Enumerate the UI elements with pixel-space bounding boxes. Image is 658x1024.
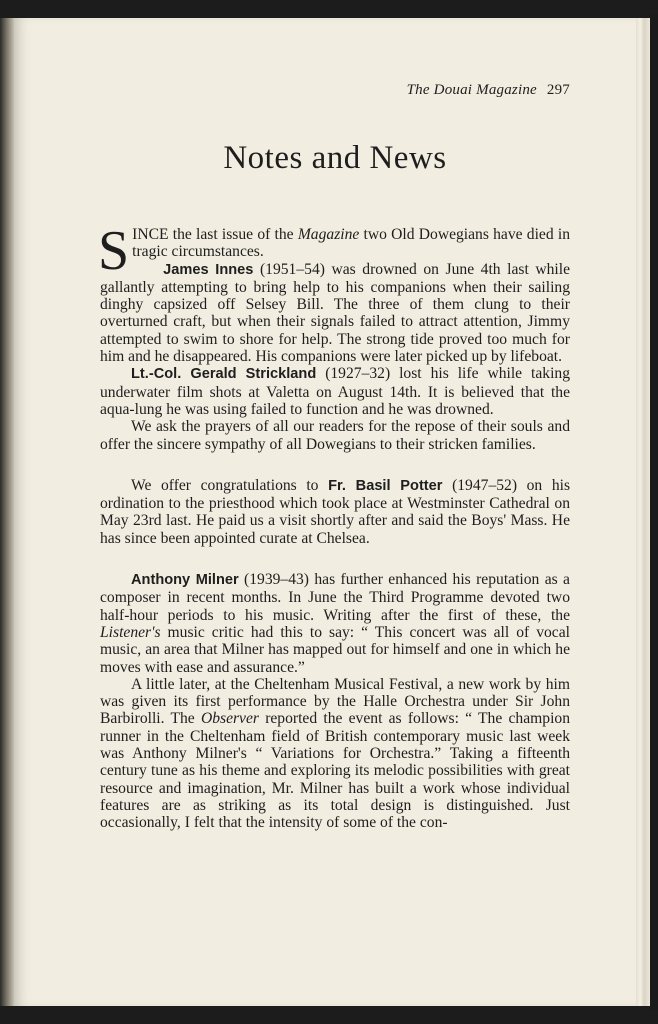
person-name: James Innes xyxy=(163,261,254,278)
magazine-name: The Douai Magazine xyxy=(406,82,537,98)
book-cover-edge xyxy=(650,14,658,1010)
paragraph-intro: SINCE the last issue of the Magazine two Old Dowegians have died in tragic circumstances. xyxy=(98,220,570,282)
page-edge xyxy=(636,18,650,1006)
paragraph-cheltenham: A little later, at the Cheltenham Musical Festival, a new work by him was given its first performance by the Halle Orchestra under Sir John Barbirolli. The Observer reported the event as follows: “ The champion runner in the Cheltenham field of British contemporary music last week was Anthony Milner's “ Variations for Orchestra.” Taking a fifteenth century tune as his theme and exploring its melodic possibilities with great resource and imagination, Mr. Milner has built a work whose individual features are as striking as its total design is distinguished. Just occasionally, I felt that the intensity of some of the con- xyxy=(100,675,570,832)
person-name: Lt.-Col. Gerald Strickland xyxy=(131,366,317,383)
paragraph-prayers: We ask the prayers of all our readers for the repose of their souls and offer the sincere sympathy of all Dowegians to their stricken families. xyxy=(100,418,570,453)
paragraph-milner: Anthony Milner (1939–43) has further enhanced his reputation as a composer in recent months. In June the Third Programme devoted two half-hour periods to his music. Writing after the first of these, the Listener's music critic had this to say: “ This concert was all of vocal music, an area that Milner has mapped out for himself and one in which he moves with ease and assurance.” xyxy=(100,571,570,676)
running-header xyxy=(100,82,570,99)
person-name: Fr. Basil Potter xyxy=(328,477,443,494)
paragraph-strickland: Lt.-Col. Gerald Strickland (1927–32) lost his life while taking underwater film shots at Valetta on August 14th. It is believed that the aqua-lung he was using failed to function and he was drowned. xyxy=(100,365,571,418)
person-name: Anthony Milner xyxy=(131,572,239,589)
article-body xyxy=(98,220,571,832)
page-number: 297 xyxy=(546,82,570,98)
paragraph-potter: We offer congratulations to Fr. Basil Potter (1947–52) on his ordination to the priesthood which took place at Westminster Cathedral on May 23rd last. He paid us a visit shortly after and said the Boys' Mass. He has since been appointed curate at Chelsea. xyxy=(100,476,571,547)
page-title: Notes and News xyxy=(223,140,447,176)
paragraph-innes: James Innes (1951–54) was drowned on June 4th last while gallantly attempting to bring help to his companions when their sailing dinghy capsized off Selsey Bill. The three of them clung to their overturned craft, but when their signals failed to attract attention, Jimmy attempted to swim to shore for help. The strong tide proved too much for him and he disappeared. His companions were later picked up by lifeboat. xyxy=(100,260,570,366)
drop-cap: S xyxy=(98,220,130,282)
